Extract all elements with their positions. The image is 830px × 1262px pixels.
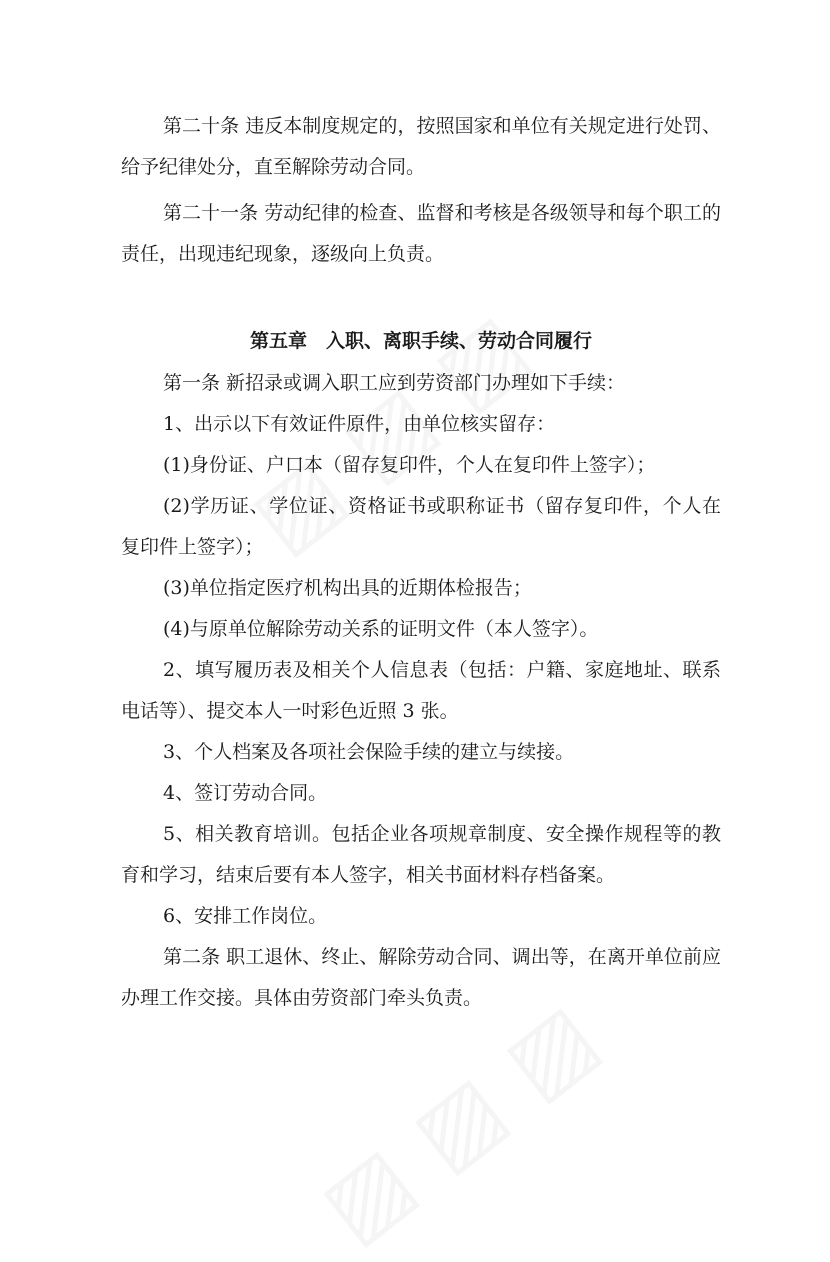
article-paragraph: 第二十一条 劳动纪律的检查、监督和考核是各级领导和每个职工的责任，出现违纪现象，逐级向上负责。 [121,202,721,265]
list-item: (2)学历证、学位证、资格证书或职称证书（留存复印件，个人在复印件上签字）； [121,495,721,558]
list-item: 3、个人档案及各项社会保险手续的建立与续接。 [163,741,575,763]
list-item: 5、相关教育培训。包括企业各项规章制度、安全操作规程等的教育和学习，结束后要有本人签字，相关书面材料存档备案。 [121,823,721,886]
list-item: (3)单位指定医疗机构出具的近期体检报告； [163,577,532,599]
list-item: 4、签订劳动合同。 [163,782,328,804]
list-item: 2、填写履历表及相关个人信息表（包括：户籍、家庭地址、联系电话等）、提交本人一吋彩色近照 3 张。 [121,659,721,722]
article-paragraph: 第二十条 违反本制度规定的，按照国家和单位有关规定进行处罚、给予纪律处分，直至解除劳动合同。 [121,115,721,178]
watermark [301,983,616,1261]
chapter-heading: 第五章 入职、离职手续、劳动合同履行 [249,330,592,352]
article-paragraph: 第一条 新招录或调入职工应到劳资部门办理如下手续： [163,372,626,394]
list-item: (4)与原单位解除劳动关系的证明文件（本人签字）。 [163,618,599,640]
article-paragraph: 第二条 职工退休、终止、解除劳动合同、调出等，在离开单位前应办理工作交接。具体由劳资部门牵头负责。 [121,946,721,1009]
document-body [121,106,721,1019]
list-item: 6、安排工作岗位。 [163,905,328,927]
list-item: (1)身份证、户口本（留存复印件，个人在复印件上签字）； [163,454,656,476]
list-item: 1、出示以下有效证件原件，由单位核实留存： [163,413,556,435]
